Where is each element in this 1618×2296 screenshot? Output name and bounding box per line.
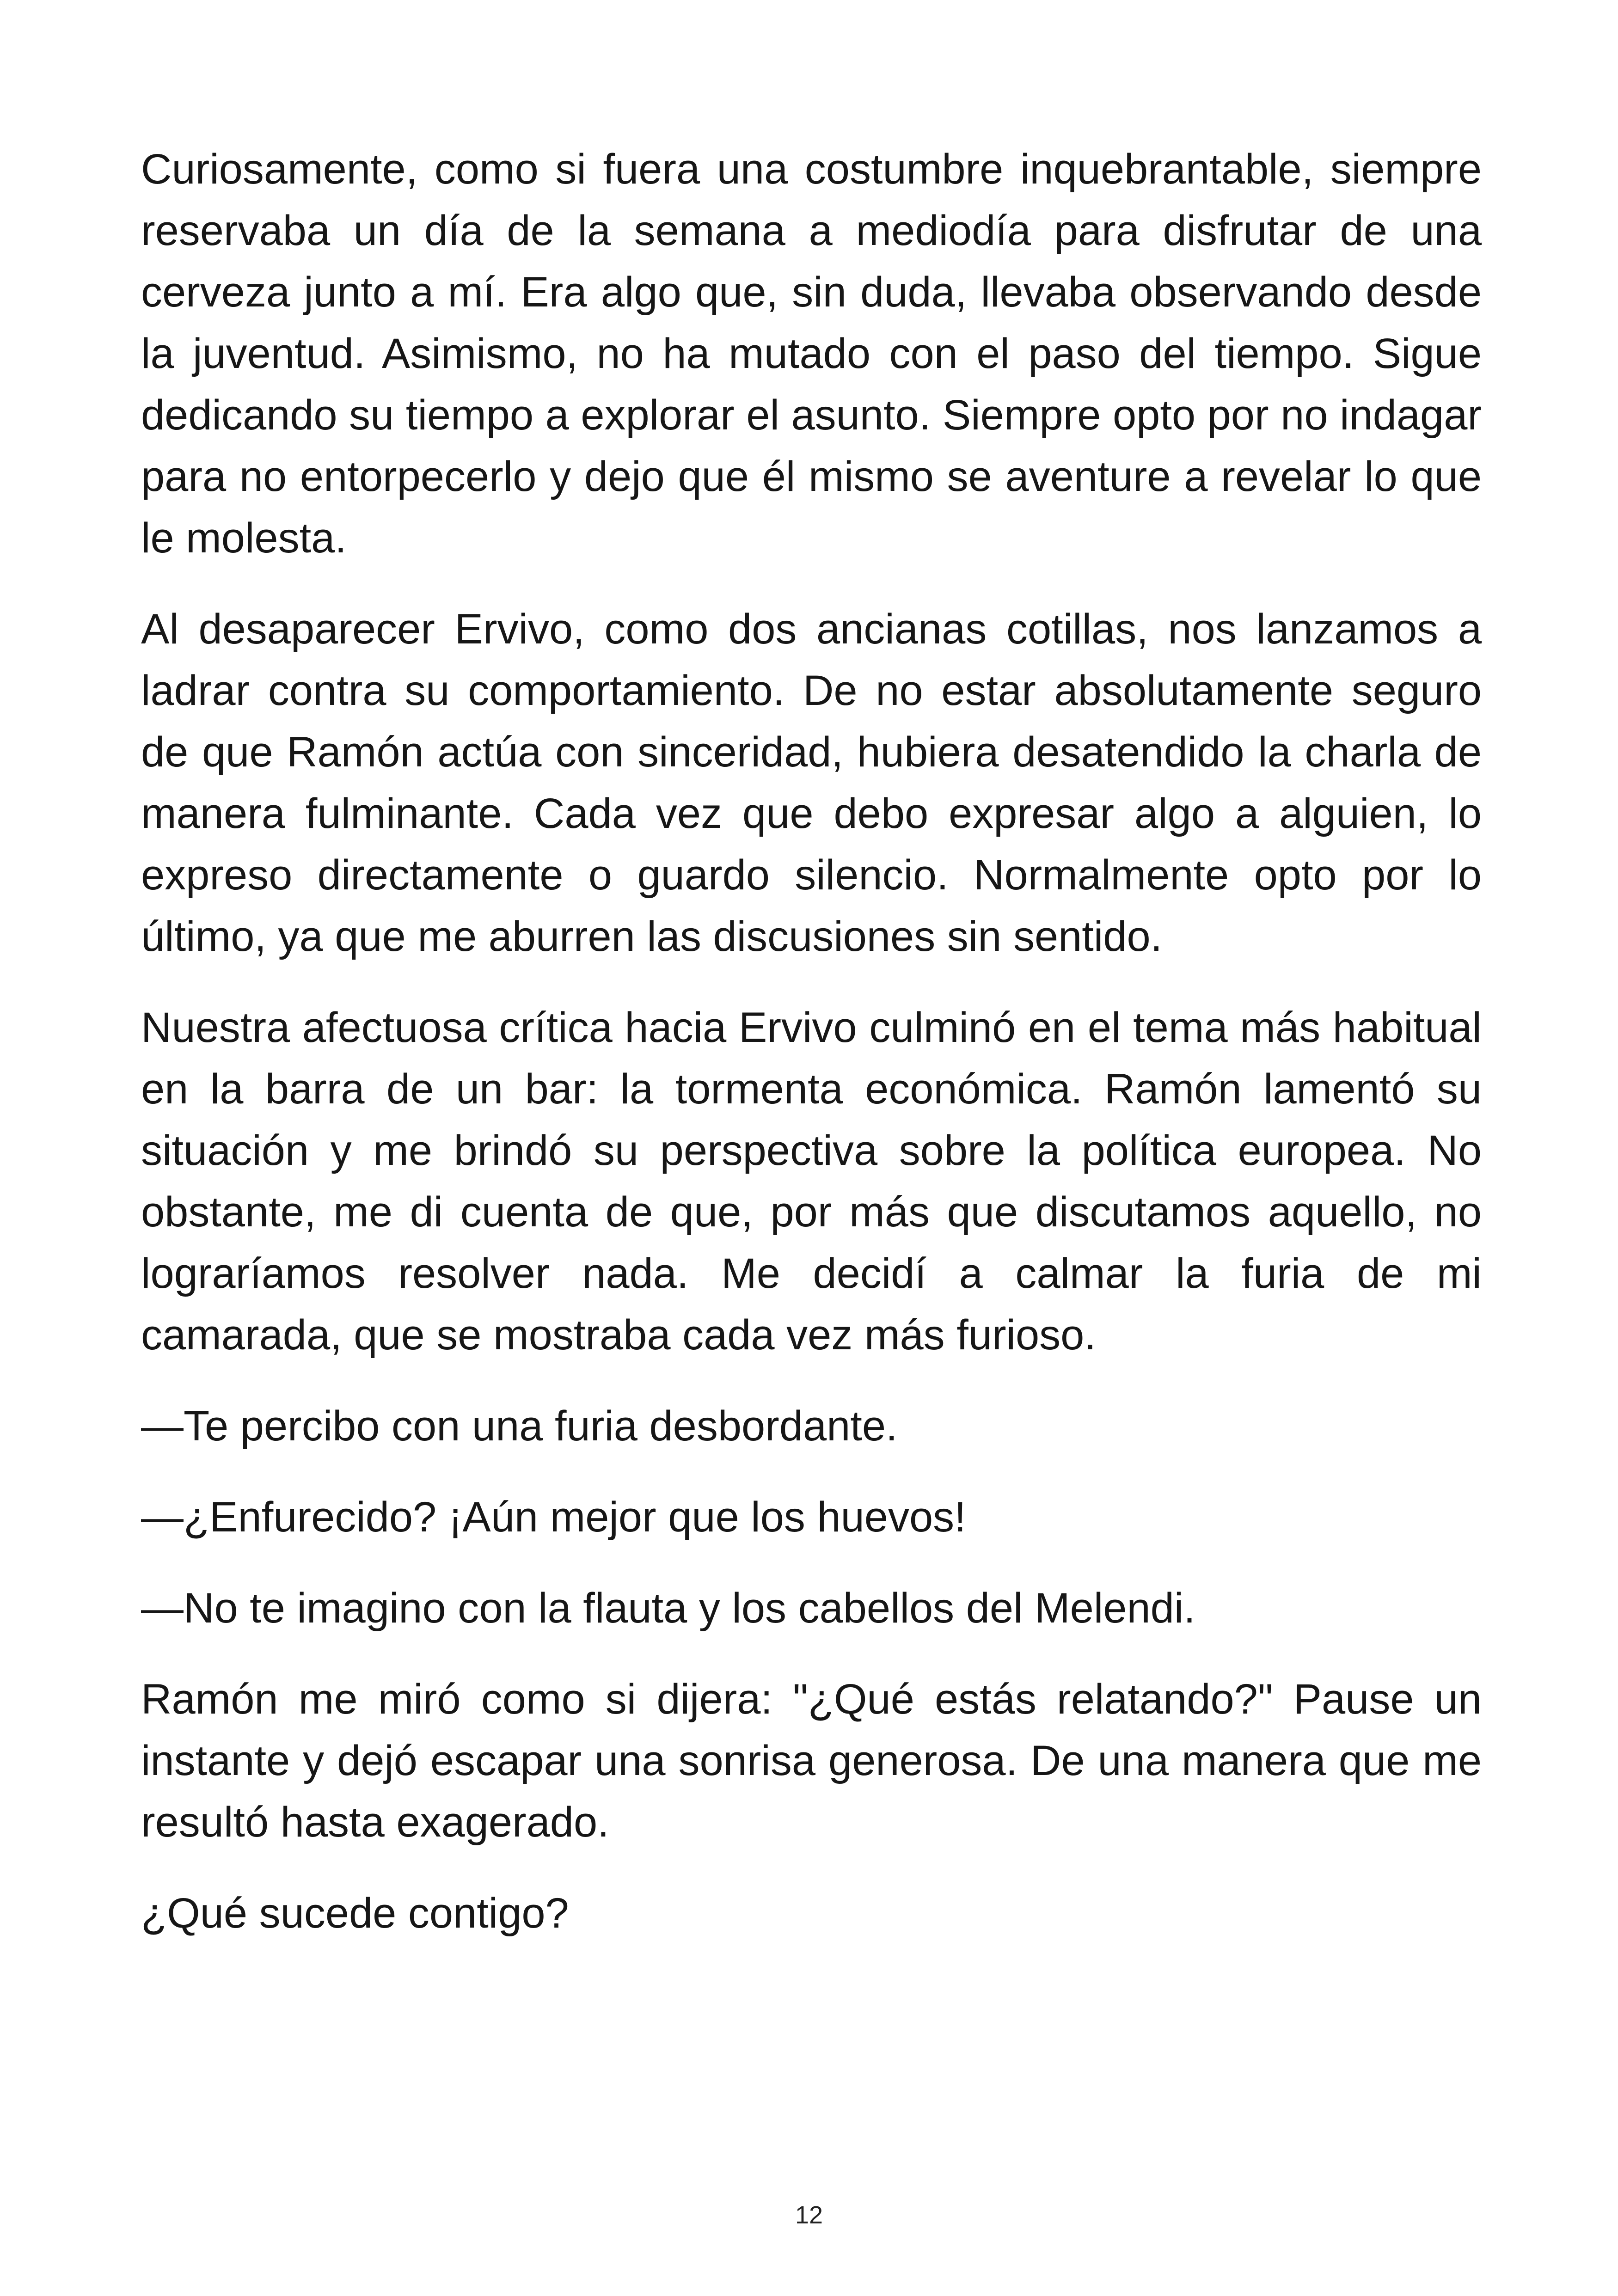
paragraph: Al desaparecer Ervivo, como dos ancianas cotillas, nos lanzamos a ladrar contra su comportamiento. De no estar absolutamente seguro de que Ramón actúa con sinceridad, hubiera desatendido la charla de manera fulminante. Cada vez que debo expresar algo a alguien, lo expreso directamente o guardo silencio. Normalmente opto por lo último, ya que me aburren las discusiones sin sentido. (141, 606, 1482, 960)
page-number: 12 (795, 2201, 823, 2229)
dialogue-line: —¿Enfurecido? ¡Aún mejor que los huevos! (141, 1494, 966, 1541)
paragraph: ¿Qué sucede contigo? (141, 1890, 569, 1937)
paragraph: Ramón me miró como si dijera: "¿Qué estás relatando?" Pause un instante y dejó escapar una sonrisa generosa. De una manera que me resultó hasta exagerado. (141, 1676, 1482, 1846)
paragraph: Nuestra afectuosa crítica hacia Ervivo culminó en el tema más habitual en la barra de un bar: la tormenta económica. Ramón lamentó su situación y me brindó su perspectiva sobre la política europea. No obstante, me di cuenta de que, por más que discutamos aquello, no lograríamos resolver nada. Me decidí a calmar la furia de mi camarada, que se mostraba cada vez más furioso. (141, 1004, 1482, 1359)
paragraph: Curiosamente, como si fuera una costumbre inquebrantable, siempre reservaba un día de la semana a mediodía para disfrutar de una cerveza junto a mí. Era algo que, sin duda, llevaba observando desde la juventud. Asimismo, no ha mutado con el paso del tiempo. Sigue dedicando su tiempo a explorar el asunto. Siempre opto por no indagar para no entorpecerlo y dejo que él mismo se aventure a revelar lo que le molesta. (141, 146, 1482, 562)
body-text (141, 139, 1482, 1974)
dialogue-line: —Te percibo con una furia desbordante. (141, 1402, 898, 1450)
dialogue-line: —No te imagino con la flauta y los cabellos del Melendi. (141, 1585, 1195, 1632)
